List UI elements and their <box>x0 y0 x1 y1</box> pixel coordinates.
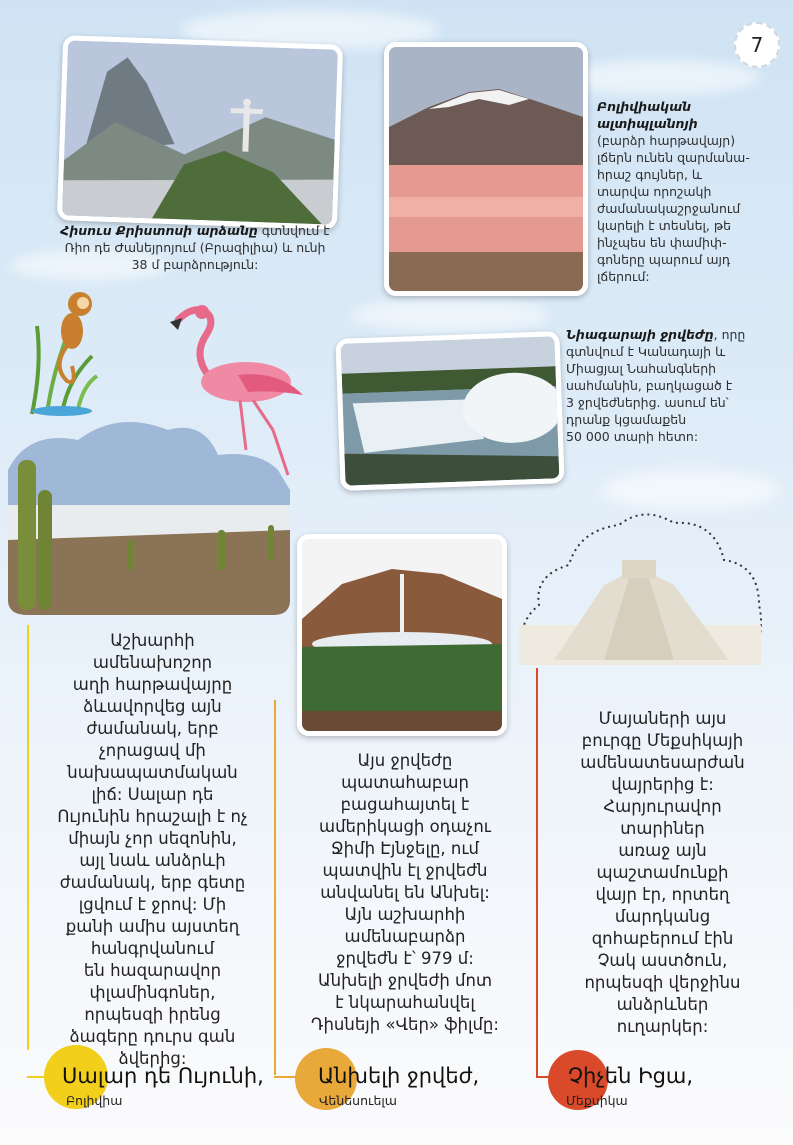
altiplano-caption-line: լճերում: <box>597 269 650 284</box>
altiplano-caption-line: ժամանակաշրջանում <box>597 201 741 216</box>
chichen-itza-photo <box>514 505 766 665</box>
christ-caption-text: գտնվում է <box>257 223 330 238</box>
text-line: անվանել են Անխել: <box>320 883 490 902</box>
niagara-caption-title: Նիագարայի ջրվեժը <box>566 327 714 342</box>
text-line: Չակ աստծուն, <box>597 951 728 970</box>
altiplano-caption-title: ալտիպլանոյի <box>597 116 698 131</box>
altiplano-caption-line: գոները պարում այդ <box>597 252 731 267</box>
salar-connector-line <box>27 1076 52 1078</box>
text-line: աղի հարթավայրը <box>72 675 233 694</box>
page-number: 7 <box>734 22 780 68</box>
text-line: մարդկանց <box>614 907 711 926</box>
chichen-description <box>550 708 775 1038</box>
text-line: պատահաբար <box>341 773 469 792</box>
text-line: ձվերից: <box>118 1049 187 1068</box>
angel-description <box>285 750 525 1036</box>
altiplano-caption-line: հրաշ գույներ, և <box>597 167 703 182</box>
text-line: ամենատեսարժան <box>580 753 745 772</box>
text-line: ուղարկեր: <box>616 1017 709 1036</box>
niagara-caption-line: 50 000 տարի հետո: <box>566 429 699 444</box>
christ-caption-title: Հիսուս Քրիստոսի արձանը <box>60 223 258 238</box>
text-line: որպեսզի վերջինս <box>584 973 741 992</box>
text-line: Աշխարհի <box>110 631 195 650</box>
altiplano-caption-line: կարելի է տեսնել, թե <box>597 218 731 233</box>
text-line: պատվին էլ ջրվեժն <box>322 861 488 880</box>
text-line: քանի ամիս այստեղ <box>65 917 240 936</box>
altiplano-caption <box>597 98 787 285</box>
text-line: ջրվեժն է՝ 979 մ: <box>336 949 474 968</box>
chichen-country: Մեքսիկա <box>566 1093 628 1108</box>
text-line: վայրերից է: <box>611 775 714 794</box>
niagara-caption-line: դրանք կցամաքեն <box>566 412 687 427</box>
niagara-caption-text: , որը <box>713 327 746 342</box>
christ-caption-line: Ռիո դե Ժանեյրոյում (Բրազիլիա) և ունի <box>64 240 326 255</box>
christ-caption <box>50 222 340 273</box>
text-line: ամենաբարձր <box>344 927 466 946</box>
altiplano-caption-title: Բոլիվիական <box>597 99 692 114</box>
text-line: պաշտամունքի <box>596 863 729 882</box>
text-line: ձագերը դուրս գան <box>69 1027 236 1046</box>
text-line: Ջիմի Էյնջելը, ում <box>330 839 479 858</box>
niagara-falls-photo <box>335 331 564 491</box>
text-line: ժամանակ, երբ <box>86 719 219 738</box>
text-line: բացահայտել է <box>340 795 470 814</box>
text-line: է նկարահանվել <box>335 993 475 1012</box>
text-line: Դիսնեյի «Վեր» ֆիլմը: <box>311 1015 499 1034</box>
chichen-connector-line <box>536 668 538 1076</box>
text-line: անձրևներ <box>616 995 709 1014</box>
text-line: վայր էր, որտեղ <box>595 885 730 904</box>
monkey-illustration <box>22 286 102 416</box>
text-line: Մայաների այս <box>598 709 727 728</box>
text-line: միայն չոր սեզոնին, <box>68 829 237 848</box>
altiplano-caption-line: (բարձր հարթավայր) <box>597 133 736 148</box>
angel-falls-photo <box>297 534 507 736</box>
text-line: նախապատմական <box>67 763 238 782</box>
text-line: ժամանակ, երբ գետը <box>59 873 246 892</box>
text-line: ամերիկացի օդաչու <box>319 817 491 836</box>
text-line: բուրգը Մեքսիկայի <box>581 731 744 750</box>
angel-connector-line <box>274 1076 302 1078</box>
chichen-name: Չիչեն Իցա, <box>568 1064 694 1088</box>
text-line: լցվում է ջրով: Մի <box>78 895 227 914</box>
text-line: Ույունին հրաշալի է ոչ <box>57 807 248 826</box>
angel-name: Անխելի ջրվեժ, <box>318 1064 480 1088</box>
text-line: այլ նաև անձրևի <box>79 851 226 870</box>
text-line: չորացավ մի <box>99 741 206 760</box>
text-line: Այս ջրվեժը <box>357 751 453 770</box>
salar-connector-line <box>27 625 29 1050</box>
text-line: հանգրվանում <box>90 939 215 958</box>
angel-country: Վենեսուելա <box>319 1093 397 1108</box>
niagara-caption-line: սահմանին, բաղկացած է <box>566 378 733 393</box>
salar-country: Բոլիվիա <box>66 1093 123 1108</box>
text-line: ձևավորվեց այն <box>83 697 222 716</box>
christ-caption-line: 38 մ բարձրություն: <box>131 257 259 272</box>
altiplano-caption-line: տարվա որոշակի <box>597 184 712 199</box>
text-line: Այն աշխարհի <box>344 905 466 924</box>
salar-description <box>40 630 265 1070</box>
angel-connector-line <box>274 700 276 1075</box>
text-line: որպեսզի իրենց <box>84 1005 221 1024</box>
altiplano-caption-line: լճերն ունեն զարմանա- <box>597 150 750 165</box>
text-line: Հարյուրավոր <box>603 797 722 816</box>
salar-name: Սալար դե Ույունի, <box>62 1064 264 1088</box>
niagara-caption <box>566 326 786 445</box>
salar-de-uyuni-photo <box>8 410 290 620</box>
altiplano-lake-photo <box>384 42 588 296</box>
niagara-caption-line: 3 ջրվեժներից. ասում են՝ <box>566 395 729 410</box>
altiplano-caption-line: ինչպես են փամիփ- <box>597 235 727 250</box>
text-line: ամենախոշոր <box>92 653 213 672</box>
text-line: տարիներ <box>620 819 705 838</box>
text-line: փլամինգոներ, <box>89 983 216 1002</box>
text-line: են հազարավոր <box>83 961 222 980</box>
text-line: զոհաբերում էին <box>591 929 734 948</box>
text-line: լիճ: Սալար դե <box>91 785 214 804</box>
christ-redeemer-photo <box>57 35 343 230</box>
niagara-caption-line: Միացյալ Նահանգների <box>566 361 717 376</box>
text-line: առաջ այն <box>618 841 707 860</box>
text-line: Անխելի ջրվեժի մոտ <box>317 971 493 990</box>
chichen-connector-line <box>536 1076 556 1078</box>
niagara-caption-line: գտնվում է Կանադայի և <box>566 344 726 359</box>
